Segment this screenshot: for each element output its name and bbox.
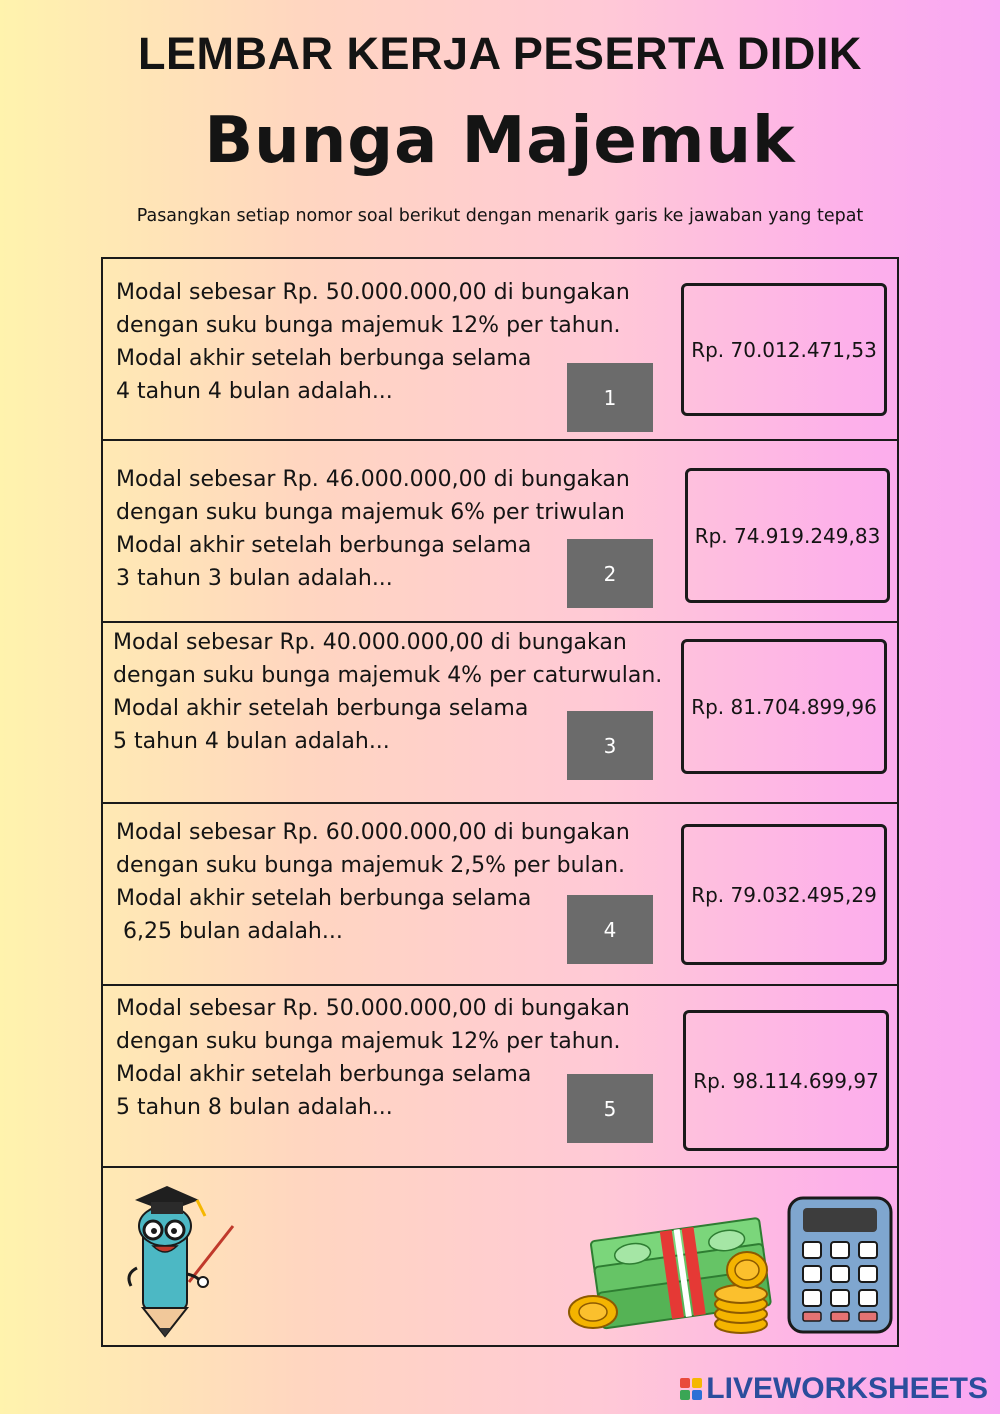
money-stack-icon — [565, 1208, 785, 1338]
worksheet-table — [101, 257, 899, 1347]
answer-box-4[interactable]: Rp. 79.032.495,29 — [681, 824, 887, 965]
instruction-text: Pasangkan setiap nomor soal berikut dengan menarik garis ke jawaban yang tepat — [136, 206, 864, 226]
question-row-4 — [103, 804, 897, 986]
calculator-icon — [785, 1194, 895, 1336]
brand-name: LIVEWORKSHEETS — [706, 1372, 988, 1405]
question-row-3 — [103, 623, 897, 804]
pencil-teacher-icon — [113, 1178, 243, 1338]
question-number-3[interactable]: 3 — [567, 711, 653, 780]
question-text-4: Modal sebesar Rp. 60.000.000,00 di bungakan dengan suku bunga majemuk 2,5% per bulan. Modal akhir setelah berbunga selama 6,25 bulan adalah... — [116, 820, 630, 944]
question-text-3: Modal sebesar Rp. 40.000.000,00 di bungakan dengan suku bunga majemuk 4% per caturwulan. Modal akhir setelah berbunga selama 5 tahun 4 bulan adalah... — [113, 630, 663, 754]
answer-box-5[interactable]: Rp. 98.114.699,97 — [683, 1010, 889, 1151]
question-text-1: Modal sebesar Rp. 50.000.000,00 di bungakan dengan suku bunga majemuk 12% per tahun. Modal akhir setelah berbunga selama 4 tahun 4 bulan adalah... — [116, 280, 630, 404]
brand-logo-icon — [680, 1378, 702, 1400]
page-title: LEMBAR KERJA PESERTA DIDIK — [138, 28, 862, 79]
question-row-5 — [103, 986, 897, 1168]
page-subtitle: Bunga Majemuk — [204, 104, 796, 178]
decoration-area — [103, 1168, 897, 1345]
liveworksheets-logo[interactable] — [680, 1372, 988, 1406]
question-text-2: Modal sebesar Rp. 46.000.000,00 di bungakan dengan suku bunga majemuk 6% per triwulan Modal akhir setelah berbunga selama 3 tahun 3 bulan adalah... — [116, 467, 630, 591]
answer-box-3[interactable]: Rp. 81.704.899,96 — [681, 639, 887, 774]
question-number-5[interactable]: 5 — [567, 1074, 653, 1143]
question-number-2[interactable]: 2 — [567, 539, 653, 608]
question-number-4[interactable]: 4 — [567, 895, 653, 964]
question-row-1 — [103, 259, 897, 441]
answer-box-2[interactable]: Rp. 74.919.249,83 — [685, 468, 890, 603]
answer-box-1[interactable]: Rp. 70.012.471,53 — [681, 283, 887, 416]
question-number-1[interactable]: 1 — [567, 363, 653, 432]
question-text-5: Modal sebesar Rp. 50.000.000,00 di bungakan dengan suku bunga majemuk 12% per tahun. Modal akhir setelah berbunga selama 5 tahun 8 bulan adalah... — [116, 996, 630, 1120]
question-row-2 — [103, 441, 897, 623]
